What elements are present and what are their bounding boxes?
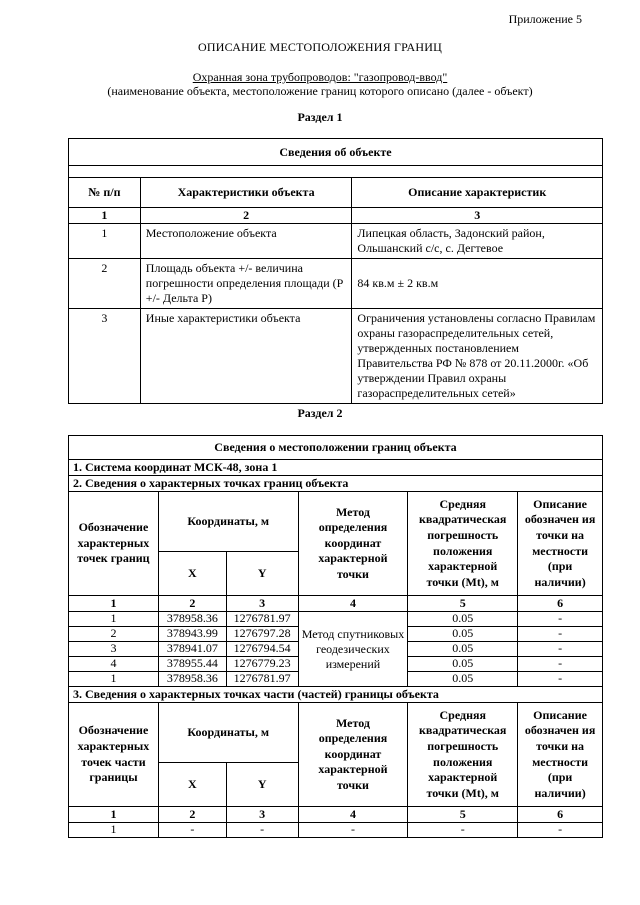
row-number: 1 [69,224,141,259]
col-header-part-coords: Координаты, м [158,703,298,763]
object-info-caption: Сведения об объекте [69,139,603,166]
col-number: 4 [298,596,408,612]
col-header-part-x: X [158,763,226,807]
table-row [69,823,603,838]
point-x: 378941.07 [158,642,226,657]
part-point-x: - [158,823,226,838]
part-point-id: 1 [69,823,159,838]
part-point-description: - [518,823,603,838]
object-name: Охранная зона трубопроводов: "газопровод-ввод" [192,70,448,84]
point-x: 378958.36 [158,612,226,627]
points-caption: 2. Сведения о характерных точках границ объекта [69,476,603,492]
part-point-y: - [226,823,298,838]
point-error: 0.05 [408,612,518,627]
col-header-number: № п/п [69,178,141,208]
col-number: 4 [298,807,408,823]
col-header-part-description: Описание обозначен ия точки на местности (при наличии) [518,703,603,807]
point-x: 378943.99 [158,627,226,642]
point-description: - [518,672,603,687]
point-error: 0.05 [408,627,518,642]
col-header-coords: Координаты, м [158,492,298,552]
col-header-part-method: Метод определения координат характерной точки [298,703,408,807]
blank-row [69,166,603,178]
point-id: 2 [69,627,159,642]
point-error: 0.05 [408,672,518,687]
row-characteristic: Площадь объекта +/- величина погрешности определения площади (Р +/- Дельта Р) [140,259,352,309]
point-description: - [518,627,603,642]
col-number: 2 [158,596,226,612]
table-row [69,224,603,259]
point-y: 1276794.54 [226,642,298,657]
col-number: 2 [140,208,352,224]
col-number: 6 [518,596,603,612]
object-name-caption: (наименование объекта, местоположение границ которого описано (далее - объект) [107,84,533,98]
col-number: 3 [226,596,298,612]
table-row [69,259,603,309]
col-number: 3 [226,807,298,823]
appendix-label: Приложение 5 [508,12,582,26]
point-y: 1276781.97 [226,612,298,627]
col-number: 3 [352,208,603,224]
object-name-line [0,70,640,85]
point-id: 1 [69,672,159,687]
col-header-x: X [158,552,226,596]
point-method: Метод спутниковых геодезических измерений [298,612,408,687]
point-description: - [518,657,603,672]
part-point-error: - [408,823,518,838]
col-header-designation: Обозначение характерных точек границ [69,492,159,596]
col-header-characteristic: Характеристики объекта [140,178,352,208]
point-x: 378958.36 [158,672,226,687]
col-header-part-y: Y [226,763,298,807]
point-description: - [518,612,603,627]
point-x: 378955.44 [158,657,226,672]
col-number: 5 [408,596,518,612]
section-2-title: Раздел 2 [297,406,343,420]
col-header-part-error: Средняя квадратическая погрешность положения характерной точки (Mt), м [408,703,518,807]
point-y: 1276797.28 [226,627,298,642]
point-id: 3 [69,642,159,657]
col-number: 5 [408,807,518,823]
col-number: 1 [69,596,159,612]
row-description: 84 кв.м ± 2 кв.м [352,259,603,309]
table-row [69,612,603,627]
col-number: 2 [158,807,226,823]
col-header-description: Описание характеристик [352,178,603,208]
point-error: 0.05 [408,642,518,657]
col-header-method: Метод определения координат характерной точки [298,492,408,596]
col-number: 1 [69,208,141,224]
row-number: 3 [69,309,141,404]
col-header-error: Средняя квадратическая погрешность положения характерной точки (Mt), м [408,492,518,596]
point-description: - [518,642,603,657]
row-description: Ограничения установлены согласно Правилам охраны газораспределительных сетей, утвержденных постановлением Правительства РФ № 878 от 20.11.2000г. «Об утверждении Правил охраны газораспределительных сетей» [352,309,603,404]
col-number: 1 [69,807,159,823]
point-y: 1276781.97 [226,672,298,687]
point-error: 0.05 [408,657,518,672]
row-characteristic: Местоположение объекта [140,224,352,259]
row-characteristic: Иные характеристики объекта [140,309,352,404]
boundary-table [68,435,603,838]
col-header-point-description: Описание обозначен ия точки на местности (при наличии) [518,492,603,596]
document-title: ОПИСАНИЕ МЕСТОПОЛОЖЕНИЯ ГРАНИЦ [198,40,442,54]
row-description: Липецкая область, Задонский район, Ольшанский с/с, с. Дегтевое [352,224,603,259]
parts-caption: 3. Сведения о характерных точках части (частей) границы объекта [69,687,603,703]
col-header-part-designation: Обозначение характерных точек части границы [69,703,159,807]
col-number: 6 [518,807,603,823]
section-1-title: Раздел 1 [297,110,343,124]
boundary-caption: Сведения о местоположении границ объекта [69,436,603,460]
point-id: 4 [69,657,159,672]
object-info-table [68,138,603,404]
row-number: 2 [69,259,141,309]
col-header-y: Y [226,552,298,596]
coord-system: 1. Система координат МСК-48, зона 1 [69,460,603,476]
point-id: 1 [69,612,159,627]
table-row [69,309,603,404]
part-point-method: - [298,823,408,838]
point-y: 1276779.23 [226,657,298,672]
